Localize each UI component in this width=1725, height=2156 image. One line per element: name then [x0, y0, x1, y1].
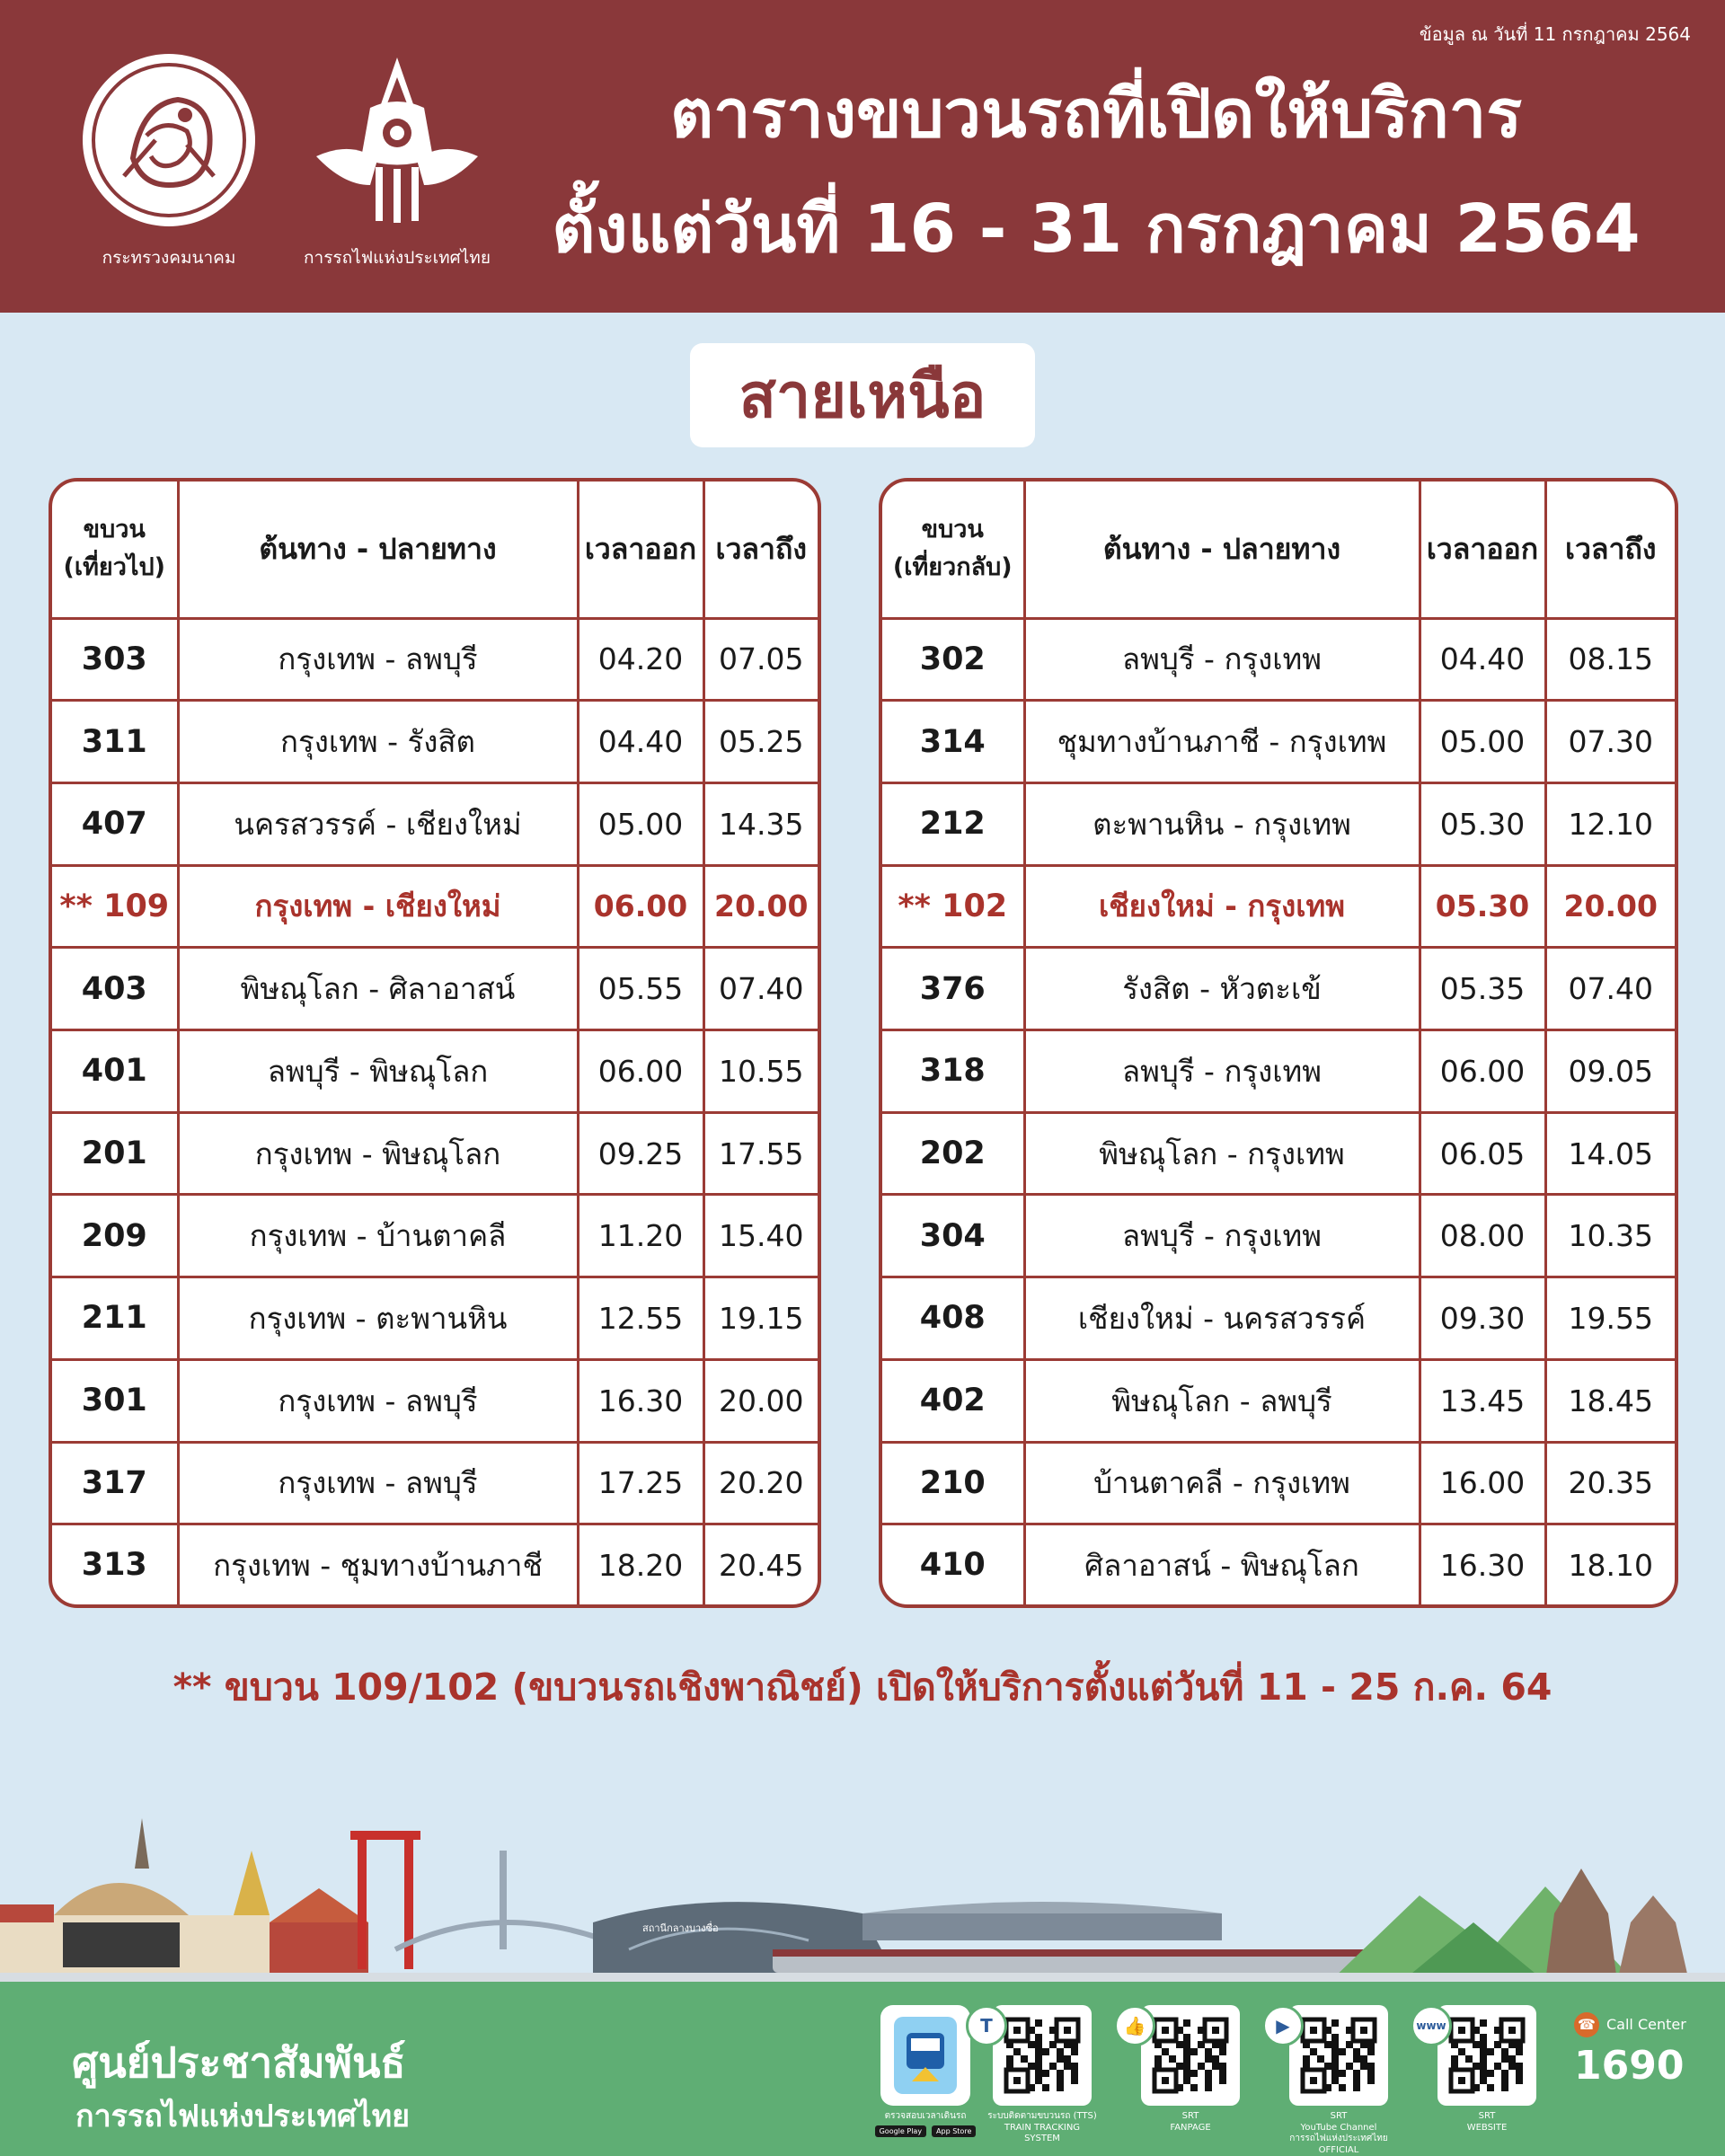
header-train-label: ขบวน — [83, 516, 146, 544]
route: รังสิต - หัวตะเข้ — [1024, 948, 1420, 1030]
train-number: 314 — [882, 701, 1024, 783]
arrive-time: 18.45 — [1545, 1359, 1675, 1442]
depart-time: 16.30 — [578, 1359, 703, 1442]
railway-logo — [298, 50, 496, 271]
train-number: 376 — [882, 948, 1024, 1030]
srt-garuda-logo-icon — [307, 50, 487, 230]
arrive-time: 14.35 — [703, 782, 818, 865]
header-train — [52, 482, 178, 618]
arrive-time: 15.40 — [703, 1195, 818, 1277]
app-store-badge[interactable]: App Store — [932, 2125, 976, 2137]
route: เชียงใหม่ - นครสวรรค์ — [1024, 1277, 1420, 1360]
qr-code-icon — [1152, 2017, 1229, 2094]
depart-time: 04.40 — [1420, 618, 1545, 701]
timetable-row — [52, 948, 818, 1030]
timetable-row — [52, 1112, 818, 1195]
call-center-number[interactable]: 1690 — [1574, 2043, 1685, 2089]
table-header-row — [52, 482, 818, 618]
ancient-temple-icon — [1545, 1869, 1617, 1982]
timetable-row — [52, 1030, 818, 1113]
inbound-timetable — [879, 478, 1678, 1608]
timetable-row — [52, 1195, 818, 1277]
arrive-time: 20.35 — [1545, 1442, 1675, 1524]
arrive-time: 20.00 — [703, 1359, 818, 1442]
route: ลพบุรี - กรุงเทพ — [1024, 1030, 1420, 1113]
route: ลพบุรี - กรุงเทพ — [1024, 1195, 1420, 1277]
arrive-time: 10.35 — [1545, 1195, 1675, 1277]
train-number: ** 109 — [52, 865, 178, 948]
train-number: 317 — [52, 1442, 178, 1524]
route: กรุงเทพ - ลพบุรี — [178, 1359, 578, 1442]
train-number: 211 — [52, 1277, 178, 1360]
arrive-time: 19.15 — [703, 1277, 818, 1360]
route: ศิลาอาสน์ - พิษณุโลก — [1024, 1524, 1420, 1604]
line-title-badge: สายเหนือ — [690, 343, 1035, 447]
route: นครสวรรค์ - เชียงใหม่ — [178, 782, 578, 865]
depart-time: 05.00 — [578, 782, 703, 865]
depart-time: 05.30 — [1420, 782, 1545, 865]
arrive-time: 20.00 — [1545, 865, 1675, 948]
ministry-logo — [70, 50, 268, 271]
qr-caption-line: SRT — [1330, 2111, 1348, 2121]
train-number: 410 — [882, 1524, 1024, 1604]
timetable-row — [52, 1524, 818, 1604]
call-center — [1574, 2012, 1700, 2089]
route: กรุงเทพ - เชียงใหม่ — [178, 865, 578, 948]
depart-time: 04.20 — [578, 618, 703, 701]
train-number: 302 — [882, 618, 1024, 701]
train-app-icon — [894, 2017, 957, 2094]
depart-time: 09.30 — [1420, 1277, 1545, 1360]
timetable-row — [52, 618, 818, 701]
arrive-time: 20.45 — [719, 1547, 804, 1583]
train-number: 210 — [882, 1442, 1024, 1524]
table-header-row — [882, 482, 1675, 618]
tts-logo-icon: T — [966, 2005, 1007, 2046]
route: ลพบุรี - กรุงเทพ — [1024, 618, 1420, 701]
depart-time: 13.45 — [1420, 1359, 1545, 1442]
qr-caption-line: SRT — [1478, 2111, 1496, 2121]
arrive-time: 07.05 — [703, 618, 818, 701]
depart-time: 06.05 — [1420, 1112, 1545, 1195]
qr-caption — [1271, 2111, 1406, 2156]
ministry-caption: กระทรวงคมนาคม — [102, 248, 236, 268]
timetable-row — [52, 1277, 818, 1360]
depart-time: 08.00 — [1420, 1195, 1545, 1277]
header-banner — [0, 0, 1725, 313]
header-depart: เวลาออก — [1420, 482, 1545, 618]
phone-icon: ☎ — [1574, 2012, 1599, 2037]
train-number: 301 — [52, 1359, 178, 1442]
qr-code-icon — [1300, 2017, 1377, 2094]
qr-code-box[interactable] — [1276, 2005, 1388, 2106]
depart-time: 09.25 — [578, 1112, 703, 1195]
route: บ้านตาคลี - กรุงเทพ — [1024, 1442, 1420, 1524]
timetable-row — [52, 782, 818, 865]
timetable-row — [882, 701, 1675, 783]
train-number: 303 — [52, 618, 178, 701]
qr-caption-line: ระบบติดตามขบวนรถ (TTS) — [987, 2111, 1097, 2121]
header-train-direction: (เที่ยวกลับ) — [892, 553, 1013, 582]
arrive-time: 10.55 — [703, 1030, 818, 1113]
route: กรุงเทพ - ตะพานหิน — [178, 1277, 578, 1360]
arrive-time: 07.40 — [703, 948, 818, 1030]
outbound-timetable — [49, 478, 821, 1608]
qr-link-tts-logo[interactable] — [975, 2005, 1110, 2145]
station-sign: สถานีกลางบางซื่อ — [642, 1922, 719, 1934]
header-train-direction: (เที่ยวไป) — [63, 553, 165, 582]
timetable-row — [52, 865, 818, 948]
header-train — [882, 482, 1024, 618]
route: กรุงเทพ - ชุมทางบ้านภาชี — [178, 1524, 578, 1604]
qr-caption-line: FANPAGE — [1170, 2122, 1211, 2133]
arrive-time: 20.20 — [703, 1442, 818, 1524]
youtube-icon: ▶ — [1262, 2005, 1304, 2046]
timetable-row — [882, 1195, 1675, 1277]
timetable-row — [882, 1277, 1675, 1360]
route: ลพบุรี - พิษณุโลก — [178, 1030, 578, 1113]
train-number: 401 — [52, 1030, 178, 1113]
arrive-time: 20.00 — [703, 865, 818, 948]
qr-caption-line: TRAIN TRACKING — [1004, 2122, 1081, 2133]
bangkok-skyline-illustration — [0, 1815, 1725, 1982]
app-caption: ตรวจสอบเวลาเดินรถ — [884, 2111, 967, 2121]
route: กรุงเทพ - รังสิต — [178, 701, 578, 783]
route: พิษณุโลก - ลพบุรี — [1024, 1359, 1420, 1442]
timetable-row — [882, 1524, 1675, 1604]
route: พิษณุโลก - กรุงเทพ — [1024, 1112, 1420, 1195]
arrive-time: 12.10 — [1545, 782, 1675, 865]
www-icon: www — [1411, 2005, 1452, 2046]
pr-center-title: ศูนย์ประชาสัมพันธ์ — [72, 2038, 406, 2087]
qr-caption — [1123, 2111, 1258, 2134]
arrive-time: 17.55 — [703, 1112, 818, 1195]
depart-time: 12.55 — [578, 1277, 703, 1360]
call-center-label: Call Center — [1606, 2016, 1686, 2033]
route: กรุงเทพ - ลพบุรี — [178, 618, 578, 701]
route: เชียงใหม่ - กรุงเทพ — [1024, 865, 1420, 948]
train-number: 313 — [52, 1524, 178, 1604]
depart-time: 16.30 — [1420, 1524, 1545, 1604]
train-number: 407 — [52, 782, 178, 865]
timetable-row — [882, 1030, 1675, 1113]
timetable-row — [52, 701, 818, 783]
ministry-seal-icon — [79, 50, 259, 230]
facebook-like-icon: 👍 — [1114, 2005, 1155, 2046]
qr-code-box[interactable] — [980, 2005, 1092, 2106]
arrive-time: 08.15 — [1545, 618, 1675, 701]
route: กรุงเทพ - บ้านตาคลี — [178, 1195, 578, 1277]
timetable-row — [882, 618, 1675, 701]
header-route: ต้นทาง - ปลายทาง — [1024, 482, 1420, 618]
qr-link-www[interactable] — [1416, 2005, 1554, 2134]
timetable-row — [882, 865, 1675, 948]
qr-caption-line: SYSTEM — [1024, 2134, 1060, 2143]
qr-code-icon — [1448, 2017, 1526, 2094]
page-subtitle-dates: ตั้งแต่วันที่ 16 - 31 กรกฎาคม 2564 — [552, 190, 1641, 268]
depart-time: 16.00 — [1420, 1442, 1545, 1524]
depart-time: 05.30 — [1420, 865, 1545, 948]
header-depart: เวลาออก — [578, 482, 703, 618]
qr-code-box[interactable] — [1123, 2005, 1240, 2106]
train-number: 318 — [882, 1030, 1024, 1113]
arrive-time: 07.40 — [1545, 948, 1675, 1030]
train-number: 201 — [52, 1112, 178, 1195]
arrive-time: 19.55 — [1545, 1277, 1675, 1360]
qr-caption-line: WEBSITE — [1466, 2122, 1508, 2133]
depart-time: 05.55 — [578, 948, 703, 1030]
route: กรุงเทพ - พิษณุโลก — [178, 1112, 578, 1195]
timetable-row — [882, 1359, 1675, 1442]
pr-center-subtitle: การรถไฟแห่งประเทศไทย — [75, 2099, 411, 2134]
qr-caption — [1420, 2111, 1554, 2134]
header-route: ต้นทาง - ปลายทาง — [178, 482, 578, 618]
train-number: 311 — [52, 701, 178, 783]
train-number: 202 — [882, 1112, 1024, 1195]
train-number: 304 — [882, 1195, 1024, 1277]
depart-time: 05.35 — [1420, 948, 1545, 1030]
timetable-row — [882, 948, 1675, 1030]
qr-link-youtube[interactable] — [1271, 2005, 1406, 2156]
timetable-row — [882, 1112, 1675, 1195]
header-arrive: เวลาถึง — [703, 482, 818, 618]
data-as-of-date: ข้อมูล ณ วันที่ 11 กรกฎาคม 2564 — [1419, 23, 1691, 45]
depart-time: 06.00 — [578, 865, 703, 948]
temple-spire-icon — [135, 1818, 149, 1869]
route: พิษณุโลก - ศิลาอาสน์ — [178, 948, 578, 1030]
route: ตะพานหิน - กรุงเทพ — [1024, 782, 1420, 865]
qr-code-icon — [1004, 2017, 1081, 2094]
header-arrive: เวลาถึง — [1545, 482, 1675, 618]
arrive-time: 09.05 — [1545, 1030, 1675, 1113]
depart-time: 06.00 — [1420, 1030, 1545, 1113]
qr-caption — [975, 2111, 1110, 2145]
train-number: ** 102 — [882, 865, 1024, 948]
footer-contact-bar — [0, 1982, 1725, 2156]
qr-link-facebook-like[interactable] — [1123, 2005, 1258, 2134]
depart-time: 18.20 — [578, 1524, 703, 1604]
depart-time: 04.40 — [578, 701, 703, 783]
header-train-label: ขบวน — [921, 516, 984, 544]
depart-time: 06.00 — [578, 1030, 703, 1113]
depart-time: 05.00 — [1420, 701, 1545, 783]
arrive-time: 14.05 — [1545, 1112, 1675, 1195]
qr-caption-line: การรถไฟแห่งประเทศไทย OFFICIAL — [1289, 2134, 1388, 2155]
train-number: 209 — [52, 1195, 178, 1277]
commercial-train-footnote: ** ขบวน 109/102 (ขบวนรถเชิงพาณิชย์) เปิดให้บริการตั้งแต่วันที่ 11 - 25 ก.ค. 64 — [172, 1666, 1552, 1709]
depart-time: 17.25 — [578, 1442, 703, 1524]
timetable-row — [882, 1442, 1675, 1524]
route: ชุมทางบ้านภาชี - กรุงเทพ — [1024, 701, 1420, 783]
google-play-badge[interactable]: Google Play — [875, 2125, 926, 2137]
railway-caption: การรถไฟแห่งประเทศไทย — [304, 248, 491, 268]
timetable-row — [52, 1359, 818, 1442]
depart-time: 11.20 — [578, 1195, 703, 1277]
qr-code-box[interactable] — [1416, 2005, 1536, 2106]
train-number: 408 — [882, 1277, 1024, 1360]
timetable-row — [52, 1442, 818, 1524]
train-number: 403 — [52, 948, 178, 1030]
arrive-time: 18.10 — [1568, 1547, 1653, 1583]
arrive-time: 07.30 — [1545, 701, 1675, 783]
train-number: 212 — [882, 782, 1024, 865]
page-title: ตารางขบวนรถที่เปิดให้บริการ — [669, 75, 1523, 153]
qr-caption-line: YouTube Channel — [1300, 2122, 1377, 2133]
giant-swing-icon — [358, 1834, 367, 1969]
train-number: 402 — [882, 1359, 1024, 1442]
qr-caption-line: SRT — [1181, 2111, 1199, 2121]
timetable-row — [882, 782, 1675, 865]
route: กรุงเทพ - ลพบุรี — [178, 1442, 578, 1524]
arrive-time: 05.25 — [703, 701, 818, 783]
